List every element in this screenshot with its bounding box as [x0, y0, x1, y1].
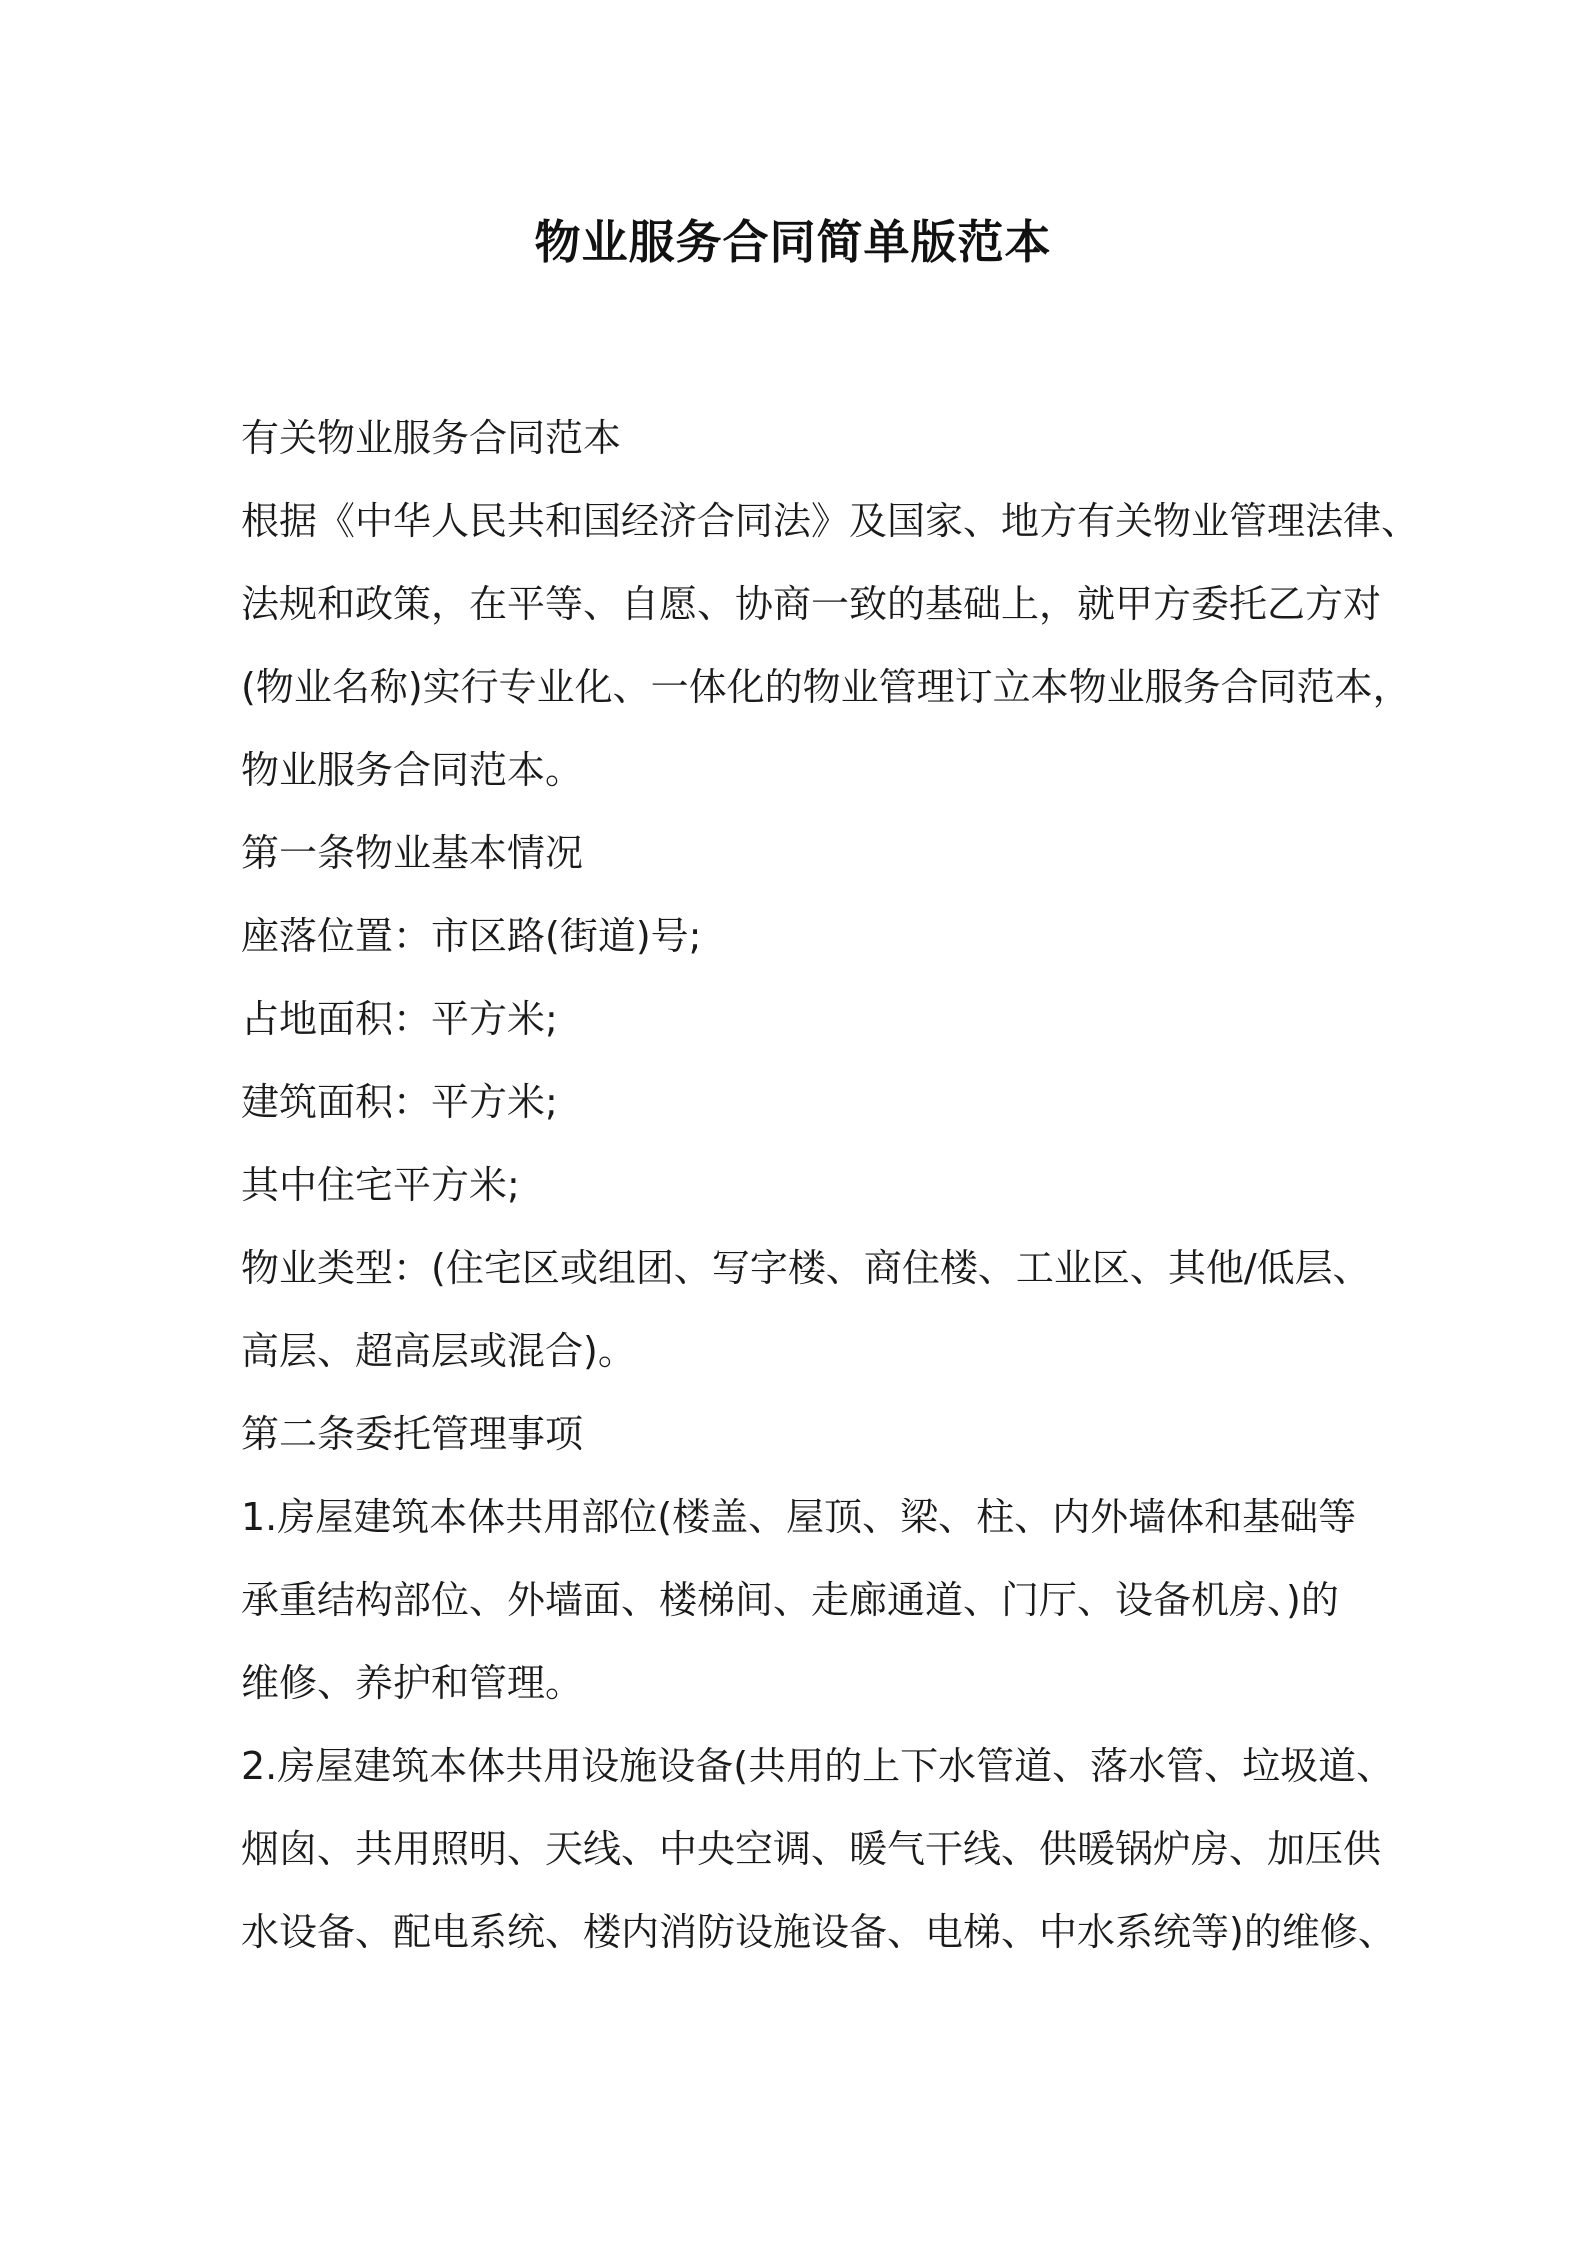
- paragraph-line: 水设备、配电系统、楼内消防设施设备、电梯、中水系统等)的维修、: [241, 1910, 1396, 1954]
- paragraph-line: 1.房屋建筑本体共用部位(楼盖、屋顶、梁、柱、内外墙体和基础等: [241, 1495, 1357, 1539]
- paragraph-line: 法规和政策，在平等、自愿、协商一致的基础上，就甲方委托乙方对: [241, 582, 1382, 626]
- paragraph-line: (物业名称)实行专业化、一体化的物业管理订立本物业服务合同范本，: [241, 665, 1411, 709]
- article-heading: 第二条委托管理事项: [241, 1412, 584, 1456]
- paragraph-line: 物业类型：(住宅区或组团、写字楼、商住楼、工业区、其他/低层、: [241, 1246, 1371, 1290]
- paragraph-line: 建筑面积：平方米;: [241, 1080, 558, 1124]
- article-heading: 第一条物业基本情况: [241, 831, 584, 875]
- document-title: 物业服务合同简单版范本: [534, 215, 1052, 269]
- section-heading: 有关物业服务合同范本: [241, 416, 622, 460]
- paragraph-line: 维修、养护和管理。: [241, 1661, 584, 1705]
- paragraph-line: 烟囱、共用照明、天线、中央空调、暖气干线、供暖锅炉房、加压供: [241, 1827, 1382, 1871]
- paragraph-line: 承重结构部位、外墙面、楼梯间、走廊通道、门厅、设备机房、)的: [241, 1578, 1339, 1622]
- paragraph-line: 占地面积：平方米;: [241, 997, 558, 1041]
- paragraph-line: 其中住宅平方米;: [241, 1163, 520, 1207]
- document-body: [241, 408, 1420, 1985]
- paragraph-line: 座落位置：市区路(街道)号;: [241, 914, 702, 958]
- paragraph-line: 物业服务合同范本。: [241, 748, 584, 792]
- paragraph-line: 根据《中华人民共和国经济合同法》及国家、地方有关物业管理法律、: [241, 499, 1420, 543]
- paragraph-line: 2.房屋建筑本体共用设施设备(共用的上下水管道、落水管、垃圾道、: [241, 1744, 1395, 1788]
- paragraph-line: 高层、超高层或混合)。: [241, 1329, 636, 1373]
